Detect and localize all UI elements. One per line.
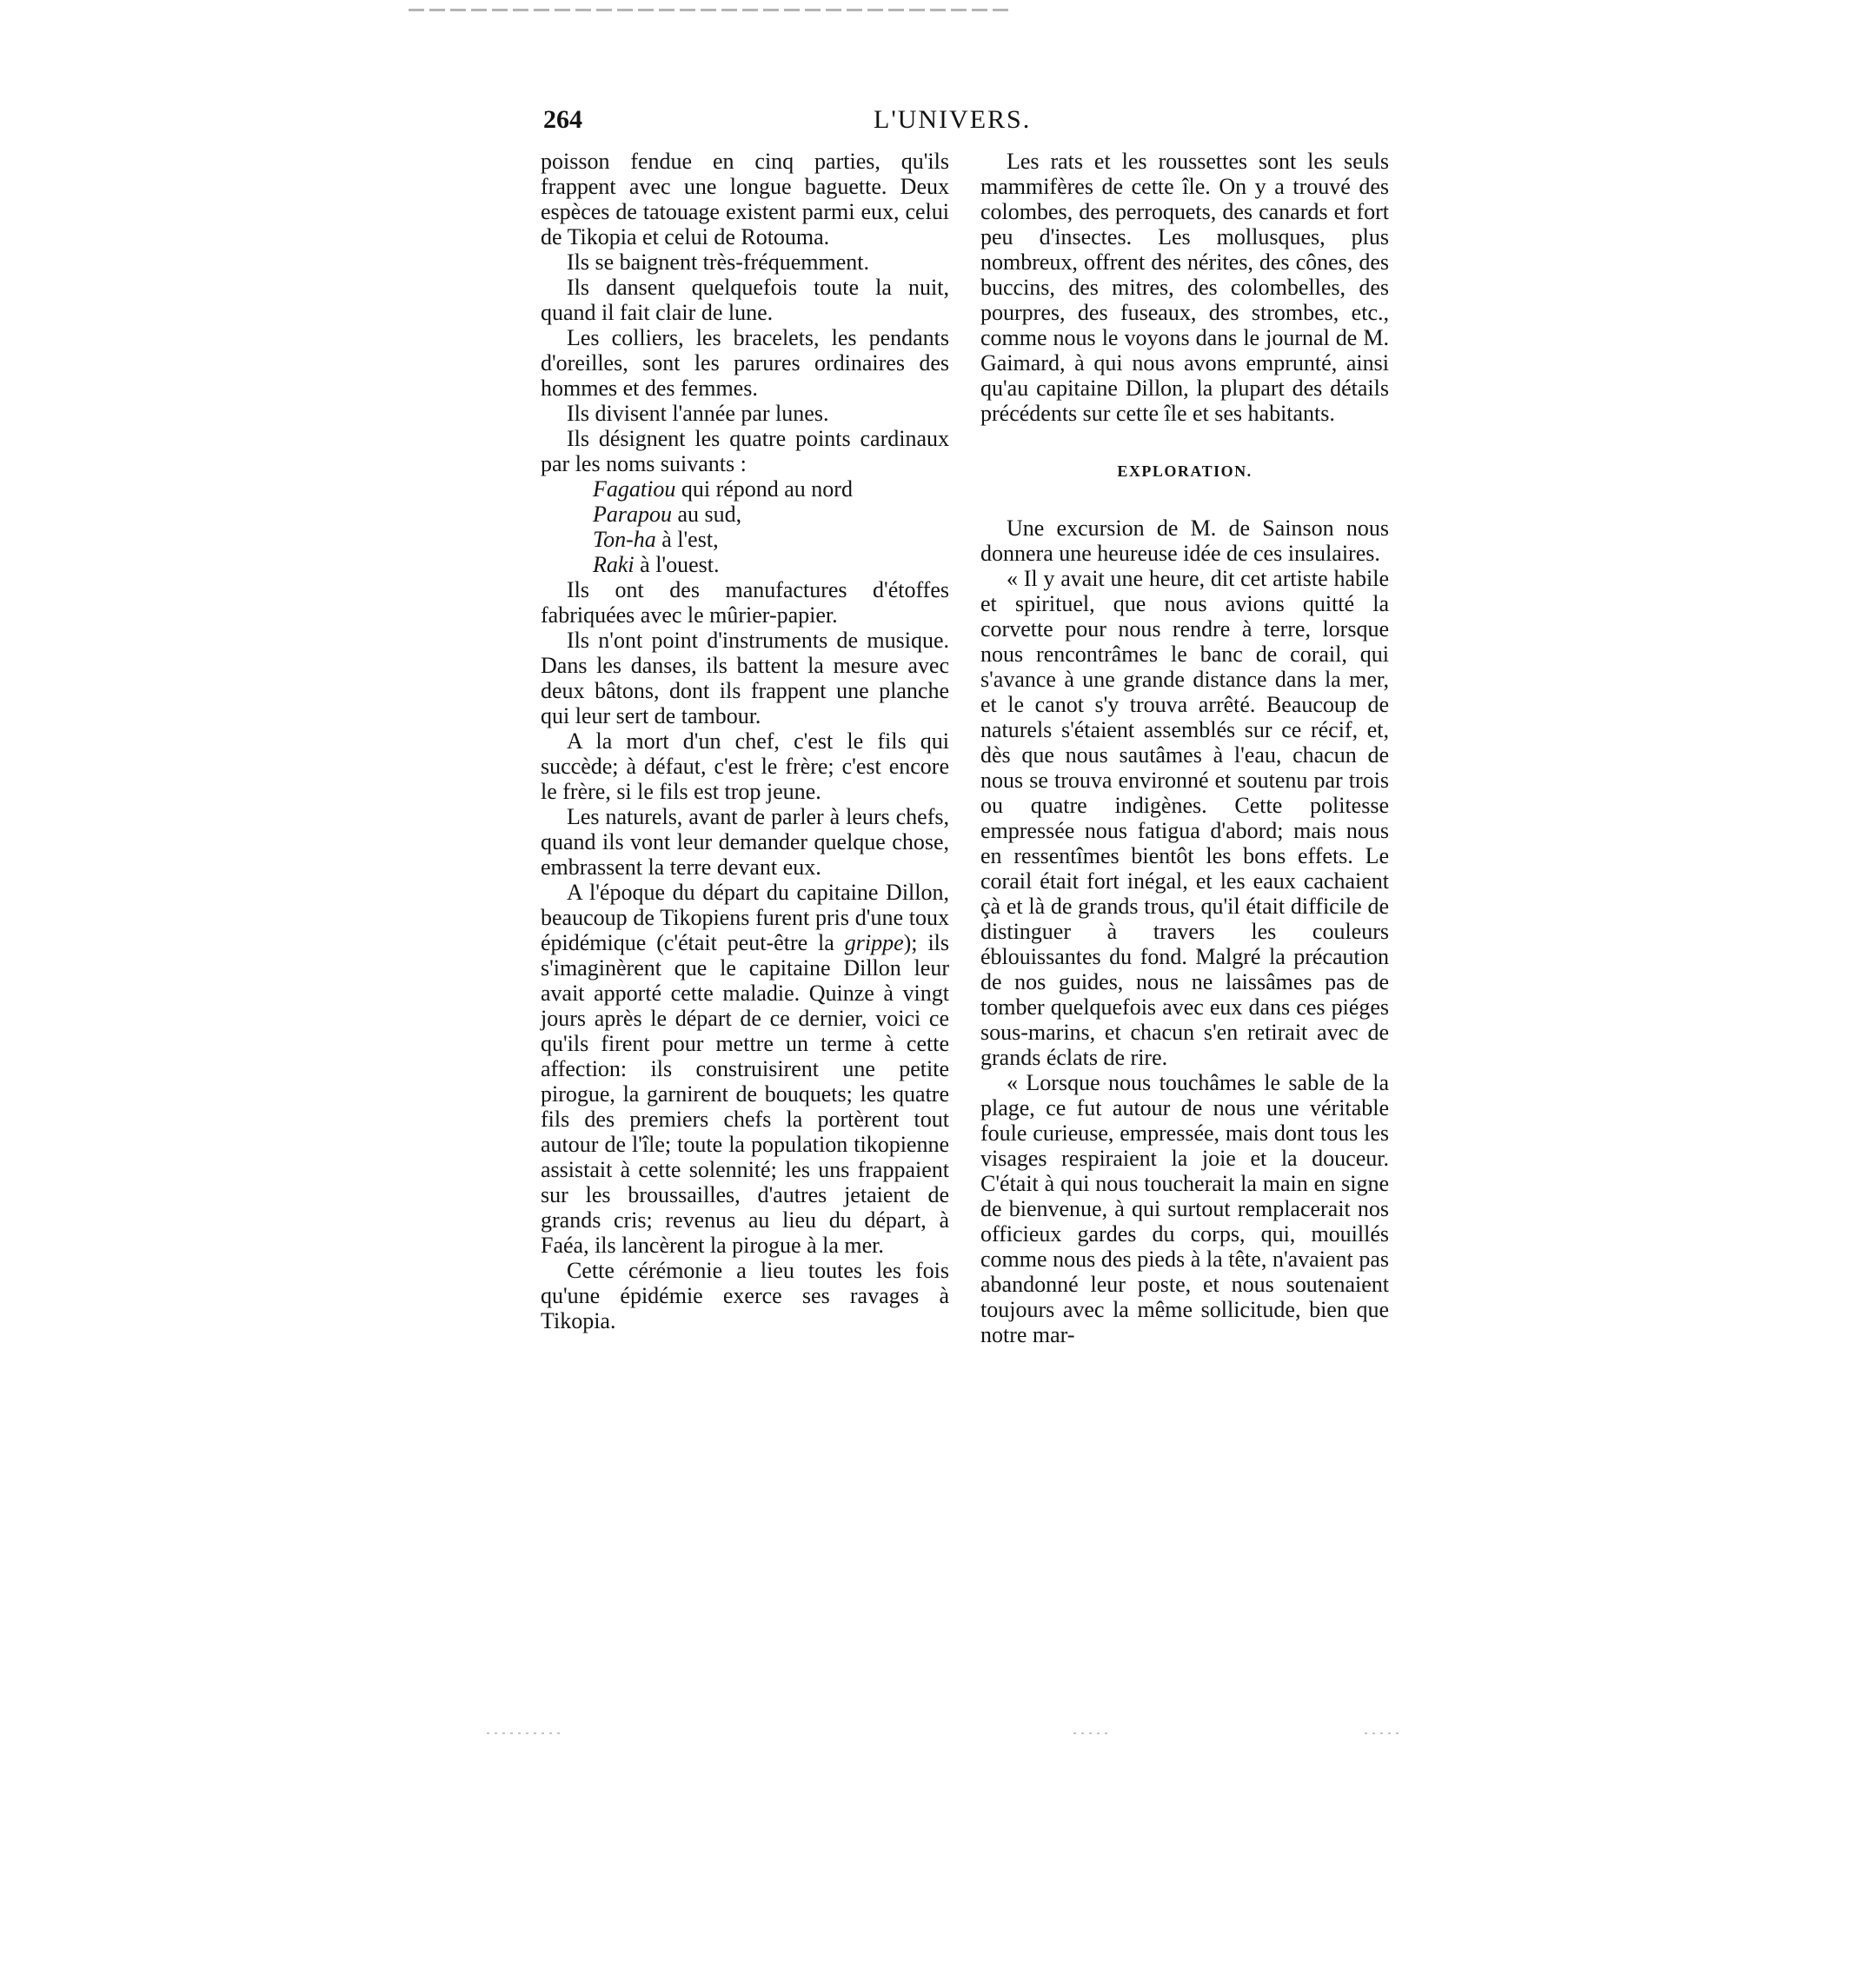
page-header <box>543 105 1360 140</box>
section-title: EXPLORATION. <box>1117 462 1253 480</box>
right-column <box>980 149 1389 1347</box>
cardinal-point-name: Fagatiou <box>593 476 676 502</box>
paragraph: Ils se baignent très-fréquemment. <box>567 249 869 275</box>
paragraph: « Il y avait une heure, dit cet artiste habile et spirituel, que nous avions quitté la corvette pour nous rendre à terre, lorsque nous rencontrâmes le banc de corail, qui s'avance à une grande distance dans la mer, et le canot s'y trouva arrêté. Beaucoup de naturels s'étaient assemblés sur ce récif, et, dès que nous sautâmes à l'eau, chacun de nous se trouva environné et soutenu par trois ou quatre indigènes. Cette politesse empressée nous fatigua d'abord; mais nous en ressentîmes bientôt les bons effets. Le corail était fort inégal, et les eaux cachaient çà et là de grands trous, qu'il était difficile de distinguer à travers les couleurs éblouissantes du fond. Malgré la précaution de nos guides, nous ne laissâmes pas de tomber quelquefois avec eux dans ces piéges sous-marins, et chacun s'en retirait avec de grands éclats de rire. <box>980 566 1389 1070</box>
cardinal-point-line <box>541 502 949 527</box>
paragraph: A la mort d'un chef, c'est le fils qui succède; à défaut, c'est le frère; c'est encore le frère, si le fils est trop jeune. <box>541 728 949 804</box>
cardinal-point-meaning: à l'ouest. <box>640 552 720 577</box>
cardinal-point-meaning: qui répond au nord <box>681 476 853 502</box>
page-number: 264 <box>543 105 582 134</box>
cardinal-point-name: Raki <box>593 552 635 577</box>
left-column <box>541 149 949 1333</box>
paragraph: Ils désignent les quatre points cardinaux par les noms suivants : <box>541 426 949 476</box>
paragraph: Une excursion de M. de Sainson nous donnera une heureuse idée de ces insulaires. <box>980 515 1389 566</box>
text-segment: A l'époque du départ du capitaine Dillon, beaucoup de Tikopiens furent pris d'une toux épidémique (c'était peut-être la <box>541 880 949 955</box>
paragraph: Ils n'ont point d'instruments de musique. Dans les danses, ils battent la mesure avec deux bâtons, dont ils frappent une planche qui leur sert de tambour. <box>541 628 949 728</box>
running-title: L'UNIVERS. <box>874 105 1032 134</box>
paragraph: Ils ont des manufactures d'étoffes fabriquées avec le mûrier-papier. <box>541 577 949 628</box>
paragraph: poisson fendue en cinq parties, qu'ils frappent avec une longue baguette. Deux espèces de tatouage existent parmi eux, celui de Tikopia et celui de Rotouma. <box>541 149 949 249</box>
cardinal-point-name: Ton-ha <box>593 527 656 552</box>
scan-artifact-bottom <box>487 1732 565 1734</box>
italic-word: grippe <box>844 930 904 955</box>
cardinal-point-line <box>541 527 949 552</box>
paragraph: Ils dansent quelquefois toute la nuit, quand il fait clair de lune. <box>541 275 949 325</box>
paragraph: « Lorsque nous touchâmes le sable de la plage, ce fut autour de nous une véritable foule curieuse, empressée, mais dont tous les visages respiraient la joie et la douceur. C'était à qui nous toucherait la main en signe de bienvenue, à qui surtout remplacerait nos officieux gardes du corps, qui, mouillés comme nous des pieds à la tête, n'avaient pas abandonné leur poste, et nous soutenaient toujours avec la même sollicitude, bien que notre mar- <box>980 1070 1389 1347</box>
closing-paragraph: Cette cérémonie a lieu toutes les fois qu'une épidémie exerce ses ravages à Tikopia. <box>541 1258 949 1333</box>
cardinal-point-name: Parapou <box>593 502 672 527</box>
text-segment: ); ils s'imaginèrent que le capitaine Dillon leur avait apporté cette maladie. Quinze à vingt jours après le départ de ce dernier, voici ce qu'ils firent pour mettre un terme à cette affection: ils construisirent une petite pirogue, la garnirent de bouquets; les quatre fils des premiers chefs la portèrent tout autour de l'île; toute la population tikopienne assistait à cette solennité; les uns frappaient sur les broussailles, d'autres jetaient de grands cris; revenus au lieu du départ, à Faéa, ils lancèrent la pirogue à la mer. <box>541 930 950 1258</box>
epidemic-paragraph <box>541 880 949 1258</box>
paragraph: Les rats et les roussettes sont les seuls mammifères de cette île. On y a trouvé des colombes, des perroquets, des canards et fort peu d'insectes. Les mollusques, plus nombreux, offrent des nérites, des cônes, des buccins, des mitres, des colombelles, des pourpres, des fuseaux, des strombes, etc., comme nous le voyons dans le journal de M. Gaimard, à qui nous avons emprunté, ainsi qu'au capitaine Dillon, la plupart des détails précédents sur cette île et ses habitants. <box>980 149 1389 426</box>
paragraph: Ils divisent l'année par lunes. <box>567 401 829 426</box>
cardinal-point-line <box>541 552 949 577</box>
scan-artifact-bottom <box>1365 1732 1399 1734</box>
cardinal-point-line <box>541 476 949 502</box>
scan-artifact-top <box>409 9 1008 11</box>
cardinal-point-meaning: au sud, <box>677 502 742 527</box>
cardinal-point-meaning: à l'est, <box>661 527 719 552</box>
scan-artifact-bottom <box>1073 1732 1113 1734</box>
paragraph: Les colliers, les bracelets, les pendants d'oreilles, sont les parures ordinaires des hommes et des femmes. <box>541 325 949 401</box>
paragraph: Les naturels, avant de parler à leurs chefs, quand ils vont leur demander quelque chose, embrassent la terre devant eux. <box>541 804 949 880</box>
